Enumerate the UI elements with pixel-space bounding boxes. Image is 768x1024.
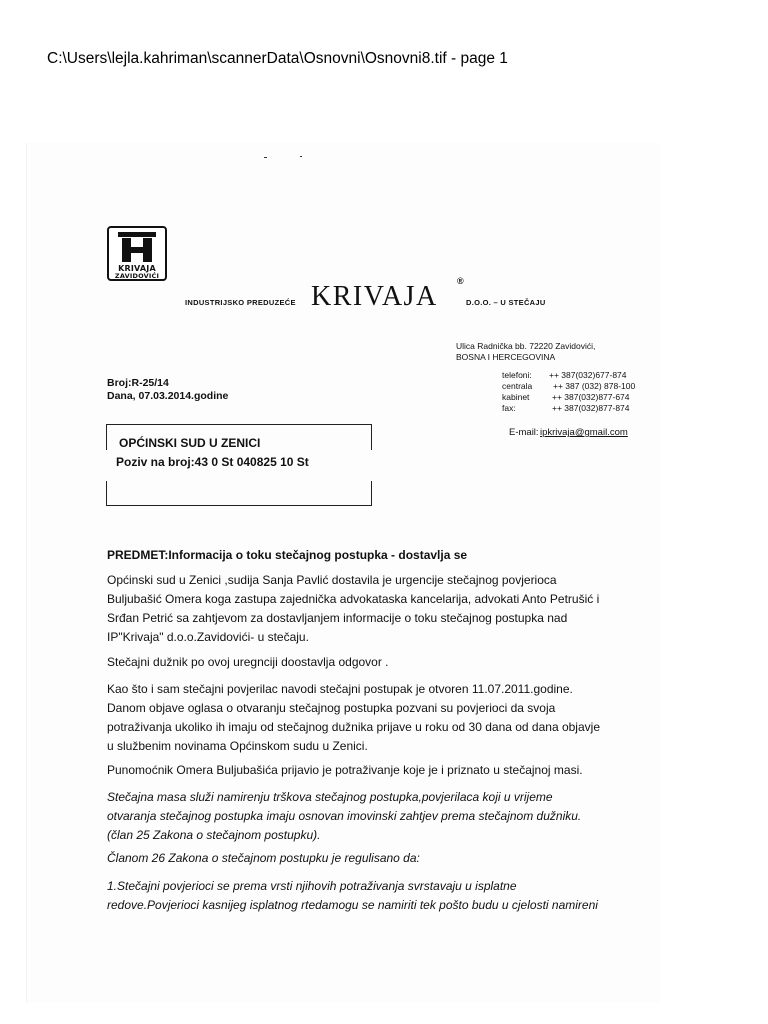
paragraph-7 — [107, 877, 597, 915]
registered-mark: ® — [457, 276, 464, 286]
paragraph-line: potraživanja ukoliko ih imaju od stečajnog dužnika prijave u roku od 30 dana od dana objavje — [107, 720, 600, 734]
address-line1: Ulica Radnička bb. 72220 Zavidovići, — [456, 341, 596, 351]
paragraph-5 — [107, 788, 597, 845]
paragraph-line: u službenim novinama Općinskom sudu u Zenici. — [107, 739, 368, 753]
file-path-title: C:\Users\lejla.kahriman\scannerData\Osnovni\Osnovni8.tif - page 1 — [47, 50, 508, 67]
paragraph-line: 1.Stečajni povjerioci se prema vrsti njihovih potraživanja svrstavaju u isplatne — [107, 879, 517, 893]
scan-speck — [264, 157, 267, 158]
reference-number: Broj:R-25/14 — [107, 377, 169, 389]
contact-label: centrala — [502, 381, 533, 391]
court-reference: Poziv na broj:43 0 St 040825 10 St — [116, 455, 309, 469]
paragraph-3 — [107, 680, 600, 756]
paragraph-2 — [107, 653, 597, 672]
paragraph-line: redove.Povjerioci kasnijeg isplatnog rtedamogu se namiriti tek pošto budu u cjelosti namireni — [107, 898, 598, 912]
paragraph-line: Stečajni dužnik po ovoj uregnciji doostavlja odgovor . — [107, 655, 389, 669]
contact-value: ++ 387 (032) 878-100 — [553, 381, 636, 391]
company-logo — [107, 226, 167, 281]
company-name: KRIVAJA — [311, 281, 438, 312]
paragraph-line: (član 25 Zakona o stečajnom postupku). — [107, 828, 321, 842]
paragraph-line: Općinski sud u Zenici ,sudija Sanja Pavlić dostavila je urgencije stečajnog povjerioca — [107, 573, 557, 587]
paragraph-line: Danom objave oglasa o otvaranju stečajnog postupka pozvani su povjerioci da svoja — [107, 701, 556, 715]
paragraph-line: Kao što i sam stečajni povjerilac navodi stečajni postupak je otvoren 11.07.2011.godine. — [107, 682, 573, 696]
paragraph-line: IP"Krivaja" d.o.o.Zavidovići- u stečaju. — [107, 630, 309, 644]
paragraph-line: otvaranja stečajnog postupka imaju osnovan imovinski zahtjev prema stečajnom dužniku. — [107, 809, 582, 823]
paragraph-line: Punomoćnik Omera Buljubašića prijavio je potraživanje koje je i priznato u stečajnoj masi. — [107, 763, 583, 777]
company-prefix: INDUSTRIJSKO PREDUZEĆE — [185, 298, 296, 307]
court-name: OPĆINSKI SUD U ZENICI — [119, 436, 261, 450]
subject-line: PREDMET:Informacija o toku stečajnog postupka - dostavlja se — [107, 548, 468, 562]
contact-value: ++ 387(032)877-874 — [552, 403, 630, 413]
email-link[interactable]: ipkrivaja@gmail.com — [540, 427, 628, 438]
paragraph-line: Članom 26 Zakona o stečajnom postupku je regulisano da: — [107, 851, 420, 865]
paragraph-1 — [107, 571, 600, 647]
contact-value: ++ 387(032)877-674 — [552, 392, 630, 402]
paragraph-line: Srđan Petrić sa zahtjevom za dostavljanjem informacije o toku stečajnog postupka nad — [107, 611, 568, 625]
logo-text-line1: KRIVAJA — [118, 264, 156, 273]
paragraph-4 — [107, 761, 597, 780]
company-suffix: D.O.O. – U STEČAJU — [466, 298, 546, 307]
contact-label: kabinet — [502, 392, 530, 402]
reference-date: Dana, 07.03.2014.godine — [107, 390, 229, 402]
contact-label: fax: — [502, 403, 516, 413]
address-line2: BOSNA I HERCEGOVINA — [456, 352, 556, 362]
scan-speck — [300, 156, 302, 157]
logo-text-line2: ZAVIDOVIĆI — [114, 272, 160, 280]
contact-value: ++ 387(032)677-874 — [549, 370, 627, 380]
paragraph-6 — [107, 849, 597, 868]
logo-h-mark-icon — [109, 228, 165, 266]
paragraph-line: Buljubašić Omera koga zastupa zajednička advokataska kancelarija, advokati Anto Petrušić i — [107, 592, 600, 606]
email-label: E-mail: — [509, 427, 539, 438]
paragraph-line: Stečajna masa služi namirenju trškova stečajnog postupka,povjerilaca koji u vrijeme — [107, 790, 553, 804]
contact-label: telefoni: — [502, 370, 532, 380]
